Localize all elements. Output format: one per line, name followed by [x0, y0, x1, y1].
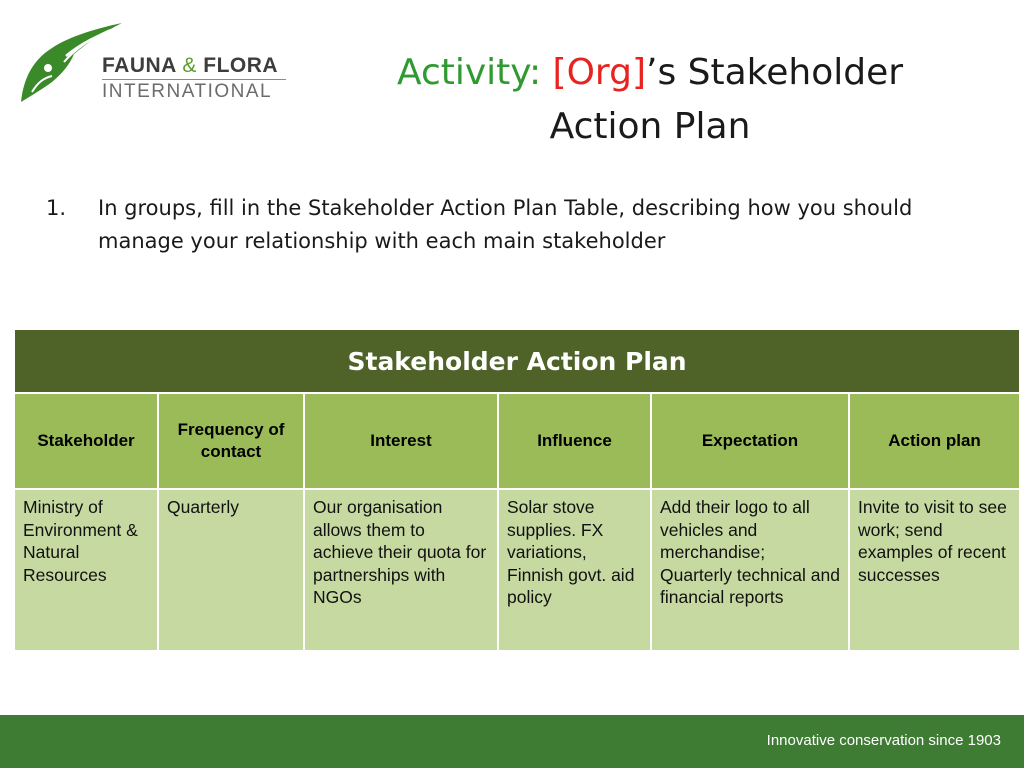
column-header-interest: Interest — [304, 393, 498, 489]
page-title — [340, 46, 960, 154]
column-header-action-plan: Action plan — [849, 393, 1020, 489]
cell-frequency: Quarterly — [158, 489, 304, 651]
logo-wordmark-flora: FLORA — [196, 54, 279, 77]
title-line2: Action Plan — [549, 106, 751, 147]
instruction-number: 1. — [46, 196, 67, 220]
cell-expectation: Add their logo to all vehicles and merchandise; Quarterly technical and financial reports — [651, 489, 849, 651]
logo-ampersand: & — [182, 54, 197, 77]
column-header-stakeholder: Stakeholder — [14, 393, 158, 489]
cell-stakeholder: Ministry of Environment & Natural Resources — [14, 489, 158, 651]
title-org-placeholder: [Org] — [552, 52, 646, 93]
cell-action-plan: Invite to visit to see work; send examples of recent successes — [849, 489, 1020, 651]
cell-interest: Our organisation allows them to achieve their quota for partnerships with NGOs — [304, 489, 498, 651]
title-prefix: Activity: — [396, 52, 553, 93]
column-header-influence: Influence — [498, 393, 651, 489]
instruction-list-item — [46, 192, 946, 258]
logo-divider — [102, 79, 286, 80]
stakeholder-action-plan-table — [13, 328, 1021, 652]
footer-bar — [0, 715, 1024, 768]
table-row — [14, 489, 1020, 651]
logo — [18, 20, 278, 110]
logo-wordmark-fauna: FAUNA — [102, 54, 183, 77]
column-header-frequency: Frequency of contact — [158, 393, 304, 489]
cell-influence: Solar stove supplies. FX variations, Finnish govt. aid policy — [498, 489, 651, 651]
table-title: Stakeholder Action Plan — [14, 329, 1020, 393]
title-line1-rest: ’s Stakeholder — [646, 52, 904, 93]
column-header-expectation: Expectation — [651, 393, 849, 489]
instruction-text: In groups, fill in the Stakeholder Action Plan Table, describing how you should manage your relationship with each main stakeholder — [98, 196, 913, 253]
footer-tagline: Innovative conservation since 1903 — [766, 732, 1001, 749]
logo-wordmark-international: INTERNATIONAL — [102, 81, 273, 102]
